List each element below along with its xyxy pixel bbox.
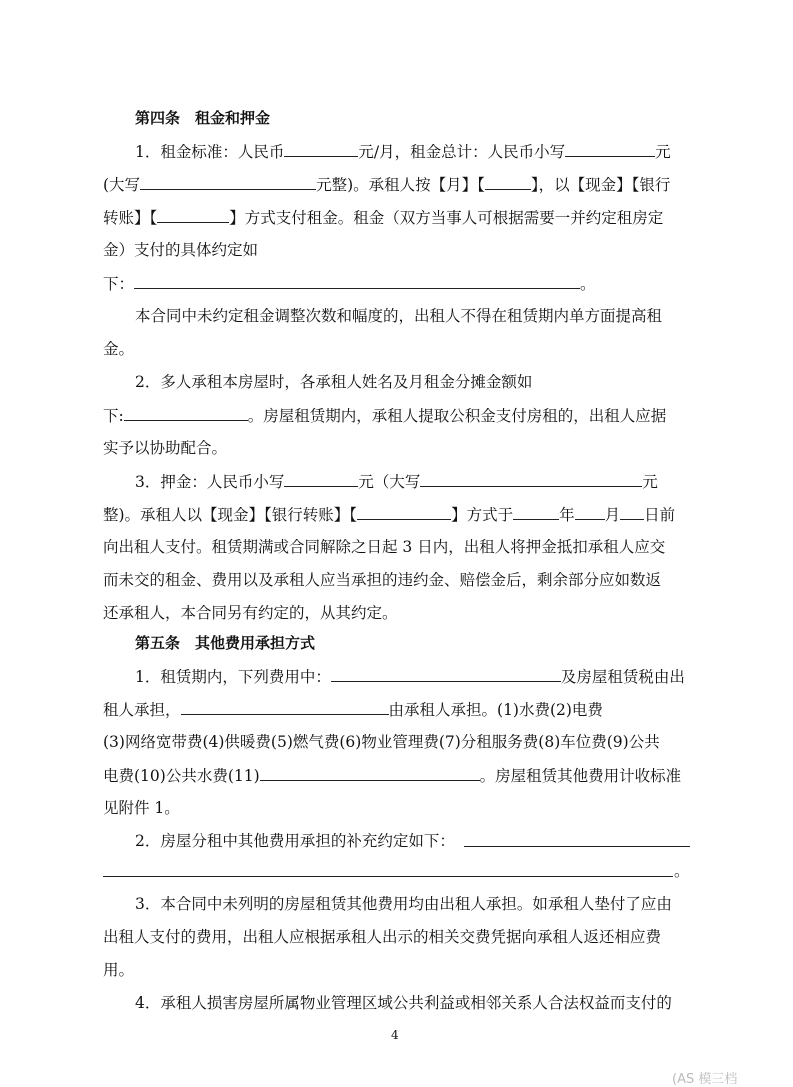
fees-line-5: 见附件 1。	[103, 799, 180, 817]
rent-adjust-line-2: 金。	[103, 340, 135, 358]
deposit-detail-blank[interactable]	[134, 273, 580, 289]
unlisted-fees-line-3: 用。	[103, 961, 135, 979]
deposit-method-line: 整)。承租人以【现金】【银行转账】【 】方式于 年 月 日前	[103, 506, 676, 524]
deposit-agreement-line: 金）支付的具体约定如	[103, 241, 259, 259]
multi-tenant-line-1: 2．多人承租本房屋时，各承租人姓名及月租金分摊金额如	[135, 373, 533, 391]
fees-line-1: 1．租赁期内，下列费用中： 及房屋租赁税由出	[135, 668, 685, 686]
monthly-rent-blank[interactable]	[284, 141, 358, 157]
deposit-day-blank[interactable]	[620, 504, 644, 520]
deposit-amount-line: 3．押金：人民币小写 元（大写 元	[135, 473, 658, 491]
multi-tenant-line-2: 下: 。房屋租赁期内，承租人提取公积金支付房租的，出租人应据	[103, 407, 667, 425]
unlisted-fees-line-1: 3．本合同中未列明的房屋租赁其他费用均由出租人承担。如承租人垫付了应由	[135, 895, 672, 913]
pay-period-blank[interactable]	[485, 174, 531, 190]
deposit-return-line-2: 而未交的租金、费用以及承租人应当承担的违约金、赔偿金后，剩余部分应如数返	[103, 571, 662, 589]
page-number: 4	[391, 1028, 399, 1042]
deposit-month-blank[interactable]	[575, 504, 605, 520]
deposit-detail-line: 下： 。	[103, 275, 596, 293]
sublet-fees-line: 2．房屋分租中其他费用承担的补充约定如下：	[135, 832, 455, 850]
deposit-lower-blank[interactable]	[284, 471, 358, 487]
multi-tenant-line-3: 实予以协助配合。	[103, 439, 228, 457]
deposit-year-blank[interactable]	[513, 504, 559, 520]
rent-method-line: 转账】【 】方式支付租金。租金（双方当事人可根据需要一并约定租房定	[103, 209, 664, 227]
sublet-fees-blank-2[interactable]	[103, 876, 673, 877]
damage-line-1: 4．承租人损害房屋所属物业管理区域公共利益或相邻关系人合法权益而支付的	[135, 994, 672, 1012]
sublet-fees-end: 。	[674, 862, 690, 880]
deposit-return-line-1: 向出租人支付。租赁期满或合同解除之日起 3 日内，出租人将押金抵扣承租人应交	[103, 538, 666, 556]
fees-line-2: 租人承担， 由承租人承担。(1)水费(2)电费	[103, 701, 603, 719]
total-rent-upper-blank[interactable]	[140, 174, 316, 190]
fees-line-4: 电费(10)公共水费(11) 。房屋租赁其他费用计收标准	[103, 767, 682, 785]
deposit-return-line-3: 还承租人，本合同另有约定的，从其约定。	[103, 604, 398, 622]
rent-standard-line: 1．租金标准：人民币 元/月，租金总计：人民币小写 元	[135, 143, 671, 161]
tenant-share-blank[interactable]	[124, 405, 248, 421]
rent-capital-line: (大写 元整)。承租人按【月】【 】，以【现金】【银行	[103, 176, 671, 194]
pay-method-blank[interactable]	[157, 207, 229, 223]
deposit-upper-blank[interactable]	[420, 471, 642, 487]
other-fee-blank[interactable]	[260, 765, 480, 781]
article-5-title: 第五条 其他费用承担方式	[135, 634, 316, 652]
watermark: (AS 模三档	[672, 1072, 738, 1087]
landlord-fees-blank[interactable]	[331, 666, 561, 682]
sublet-fees-blank-1[interactable]	[464, 846, 690, 847]
deposit-method-blank[interactable]	[357, 504, 451, 520]
fees-line-3: (3)网络宽带费(4)供暖费(5)燃气费(6)物业管理费(7)分租服务费(8)车位费(9)公共	[103, 733, 660, 751]
article-4-title: 第四条 租金和押金	[135, 109, 271, 127]
total-rent-lower-blank[interactable]	[565, 141, 655, 157]
rent-adjust-line-1: 本合同中未约定租金调整次数和幅度的，出租人不得在租赁期内单方面提高租	[135, 307, 663, 325]
unlisted-fees-line-2: 出租人支付的费用，出租人应根据承租人出示的相关交费凭据向承租人返还相应费	[103, 928, 662, 946]
tenant-fees-blank[interactable]	[181, 699, 389, 715]
